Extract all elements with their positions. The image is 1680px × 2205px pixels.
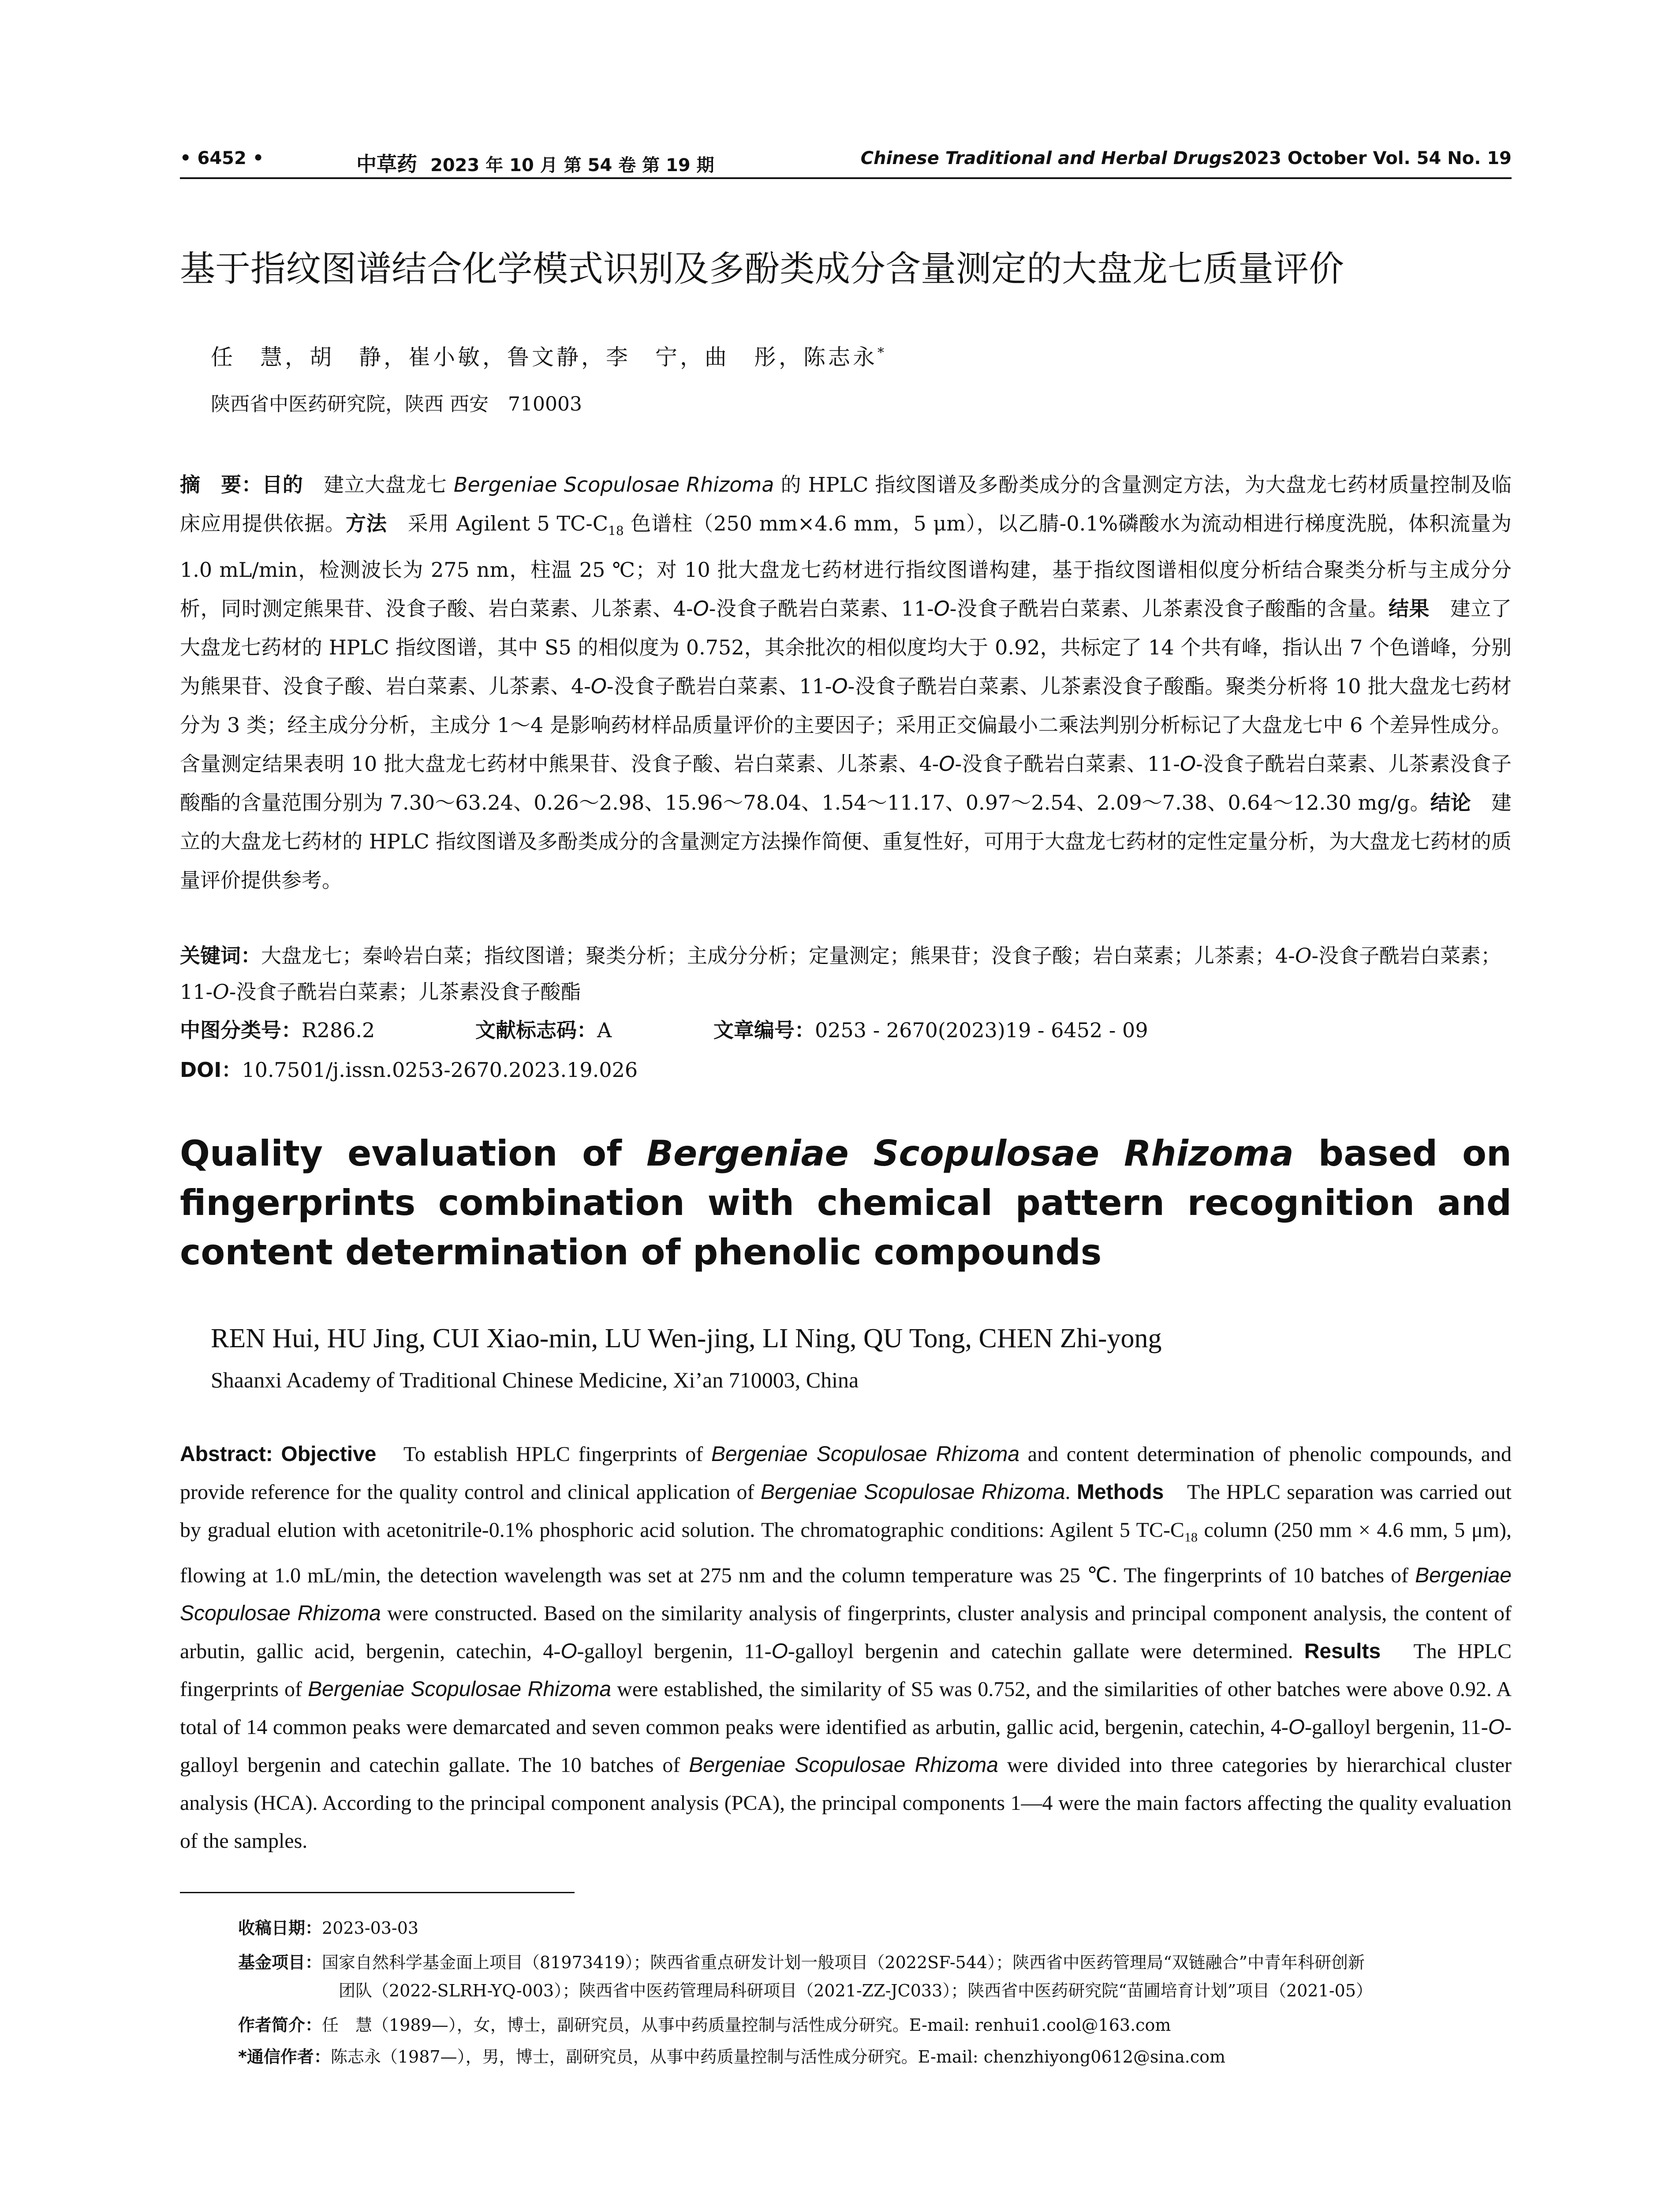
fund-label: 基金项目： <box>238 1953 322 1972</box>
results-en-text-3: -galloyl bergenin, 11- <box>1305 1715 1488 1739</box>
methods-cn-subscript: 18 <box>608 523 624 538</box>
author-bio-label: 作者简介： <box>238 2015 322 2035</box>
conclusion-cn-text: 建立的大盘龙七药材的 HPLC 指纹图谱及多酚类成分的含量测定方法操作简便、重复性好，可用于大盘龙七药材的定性定量分析，为大盘龙七药材的质量评价提供参考。 <box>180 791 1512 893</box>
italic-o: O <box>590 674 607 699</box>
title-en-part-1: Quality evaluation of <box>180 1133 646 1174</box>
corresponding-label: *通信作者： <box>238 2047 331 2067</box>
doi-value: 10.7501/j.issn.0253-2670.2023.19.026 <box>242 1058 638 1082</box>
issue-en: 2023 October Vol. 54 No. 19 <box>1232 148 1512 168</box>
journal-name-cn: 中草药 <box>356 152 417 176</box>
keywords-cn-text: 大盘龙七；秦岭岩白菜；指纹图谱；聚类分析；主成分分析；定量测定；熊果苷；没食子酸；岩白菜素；儿茶素；4- <box>261 944 1295 968</box>
methods-cn-text: 采用 Agilent 5 TC-C <box>387 512 609 535</box>
methods-cn-text-3: -没食子酰岩白菜素、11- <box>709 597 934 621</box>
authors-cn-names: 任 慧，胡 静，崔小敏，鲁文静，李 宁，曲 彤，陈志永 <box>211 344 877 370</box>
issue-cn: 2023 年 10 月 第 54 卷 第 19 期 <box>430 155 714 176</box>
doi-label: DOI： <box>180 1058 242 1082</box>
methods-en-text: The HPLC separation was carried out by gradual elution with acetonitrile-0.1% phosphoric acid solution. The chromatographic conditions: Agilent 5 TC-C <box>180 1480 1512 1542</box>
methods-cn-text-4: -没食子酰岩白菜素、儿茶素没食子酸酯的含量。 <box>949 597 1389 621</box>
title-en-part-2: based on fingerprints combination with chemical pattern recognition and content determination of phenolic compounds <box>180 1133 1512 1273</box>
italic-o: O <box>1488 1715 1505 1739</box>
conclusion-cn-label: 结论 <box>1430 791 1471 815</box>
clc-value: R286.2 <box>302 1018 375 1042</box>
received-label: 收稿日期： <box>238 1918 322 1938</box>
abstract-en <box>180 1435 1512 1860</box>
footnote-author <box>238 2011 1512 2039</box>
results-en-text-4: -galloyl bergenin and catechin gallate. The 10 batches of <box>180 1715 1512 1777</box>
keywords-cn-label: 关键词： <box>180 944 261 968</box>
abstract-cn-label: 摘 要： <box>180 473 262 497</box>
objective-en-text-2: and content determination of phenolic compounds, and provide reference for the quality control and clinical application of <box>180 1443 1512 1504</box>
methods-en-text-3: were constructed. Based on the similarity analysis of fingerprints, cluster analysis and principal component analysis, the content of arbutin, gallic acid, bergenin, catechin, 4- <box>180 1601 1512 1663</box>
latin-name: Bergeniae Scopulosae Rhizoma <box>180 1563 1512 1625</box>
results-en-text: The HPLC fingerprints of <box>180 1639 1512 1701</box>
clc-label: 中图分类号： <box>180 1018 302 1042</box>
methods-en-subscript: 18 <box>1184 1530 1198 1545</box>
fund-text-1: 国家自然科学基金面上项目（81973419）；陕西省重点研发计划一般项目（2022SF-544）；陕西省中医药管理局“双链融合”中青年科研创新 <box>322 1953 1365 1972</box>
page-number: • 6452 • <box>180 148 264 168</box>
title-en-latin: Bergeniae Scopulosae Rhizoma <box>646 1133 1294 1174</box>
received-date: 2023-03-03 <box>322 1918 419 1938</box>
article-number-label: 文章编号： <box>713 1018 815 1042</box>
objective-cn-text: 建立大盘龙七 <box>303 473 454 497</box>
abstract-cn <box>180 465 1512 900</box>
running-header <box>180 139 1512 175</box>
corresponding-mark: * <box>877 345 887 361</box>
affiliation-cn: 陕西省中医药研究院，陕西 西安 710003 <box>211 393 582 415</box>
italic-o: O <box>771 1639 788 1663</box>
authors-en: REN Hui, HU Jing, CUI Xiao-min, LU Wen-jing, LI Ning, QU Tong, CHEN Zhi-yong <box>211 1323 1162 1353</box>
results-cn-text-3: -没食子酰岩白菜素、儿茶素没食子酸酯。聚类分析将 10 批大盘龙七药材分为 3 类；经主成分分析，主成分 1～4 是影响药材样品质量评价的主要因子；采用正交偏最小二乘法判别分析标记了大盘龙七中 6 个差异性成分。含量测定结果表明 10 批大盘龙七药材中熊果苷、没食子酸、岩白菜素、儿茶素、4- <box>180 674 1512 776</box>
objective-en-text: To establish HPLC fingerprints of <box>376 1443 711 1466</box>
methods-en-text-2: column (250 mm × 4.6 mm, 5 μm), flowing at 1.0 mL/min, the detection wavelength was set at 275 nm and the column temperature was 25 ℃. The fingerprints of 10 batches of <box>180 1518 1512 1587</box>
italic-o: O <box>832 674 848 699</box>
abstract-en-label: Abstract: <box>180 1443 273 1466</box>
italic-o: O <box>1295 944 1312 968</box>
results-en-text-5: were divided into three categories by hierarchical cluster analysis (HCA). According to the principal component analysis (PCA), the principal components 1—4 were the main factors affecting the quality evaluation of the samples. <box>180 1753 1512 1853</box>
results-cn-text-4: -没食子酰岩白菜素、11- <box>955 752 1180 776</box>
author-bio: 任 慧（1989—），女，博士，副研究员，从事中药质量控制与活性成分研究。E-mail: renhui1.cool@163.com <box>322 2015 1171 2035</box>
methods-cn-text-2: 色谱柱（250 mm×4.6 mm，5 μm），以乙腈-0.1%磷酸水为流动相进行梯度洗脱，体积流量为 1.0 mL/min，检测波长为 275 nm，柱温 25 ℃；对 10 批大盘龙七药材进行指纹图谱构建，基于指纹图谱相似度分析结合聚类分析与主成分分析，同时测定熊果苷、没食子酸、岩白菜素、儿茶素、4- <box>180 512 1512 621</box>
journal-issue-cn <box>356 148 714 177</box>
document-code-value: A <box>597 1018 612 1042</box>
objective-cn-text-2: 的 HPLC 指纹图谱及多酚类成分的含量测定方法，为大盘龙七药材质量控制及临床应用提供依据。 <box>180 473 1512 535</box>
italic-o: O <box>213 980 229 1004</box>
latin-name: Bergeniae Scopulosae Rhizoma <box>453 473 774 497</box>
objective-en-label: Objective <box>281 1443 377 1466</box>
journal-issue-en <box>861 148 1512 168</box>
latin-name: Bergeniae Scopulosae Rhizoma <box>760 1480 1065 1504</box>
document-code <box>475 1014 612 1043</box>
results-en-label: Results <box>1304 1639 1381 1663</box>
title-cn: 基于指纹图谱结合化学模式识别及多酚类成分含量测定的大盘龙七质量评价 <box>180 248 1344 289</box>
article-number <box>713 1014 1148 1043</box>
doi <box>180 1054 638 1083</box>
methods-en-text-5: -galloyl bergenin and catechin gallate were determined. <box>788 1639 1293 1663</box>
keywords-cn-text-3: -没食子酰岩白菜素；儿茶素没食子酸酯 <box>229 980 581 1004</box>
latin-name: Bergeniae Scopulosae Rhizoma <box>689 1753 998 1777</box>
italic-o: O <box>1180 752 1196 776</box>
methods-cn-label: 方法 <box>345 512 387 535</box>
italic-o: O <box>933 597 950 621</box>
methods-en-text-4: -galloyl bergenin, 11- <box>577 1639 772 1663</box>
keywords-cn-text-2: -没食子酰岩白菜素；11- <box>180 944 1501 1004</box>
document-code-label: 文献标志码： <box>475 1018 597 1042</box>
footnote-rule <box>180 1892 575 1893</box>
objective-cn-label: 目的 <box>262 473 303 497</box>
fund-text-2: 团队（2022-SLRH-YQ-003）；陕西省中医药管理局科研项目（2021-ZZ-JC033）；陕西省中医药研究院“苗圃培育计划”项目（2021-05） <box>339 1981 1373 2000</box>
italic-o: O <box>1288 1715 1305 1739</box>
italic-o: O <box>560 1639 577 1663</box>
authors-cn <box>211 340 887 371</box>
header-rule <box>180 177 1512 179</box>
italic-o: O <box>693 597 709 621</box>
results-en-text-2: were established, the similarity of S5 was 0.752, and the similarities of other batches were above 0.92. A total of 14 common peaks were demarcated and seven common peaks were identified as arbutin, gallic acid, bergenin, catechin, 4- <box>180 1677 1512 1739</box>
results-cn-text: 建立了大盘龙七药材的 HPLC 指纹图谱，其中 S5 的相似度为 0.752，其余批次的相似度均大于 0.92，共标定了 14 个共有峰，指认出 7 个色谱峰，分别为熊果苷、没食子酸、岩白菜素、儿茶素、4- <box>180 597 1512 699</box>
results-cn-label: 结果 <box>1388 597 1430 621</box>
latin-name: Bergeniae Scopulosae Rhizoma <box>711 1443 1020 1466</box>
journal-name-en: Chinese Traditional and Herbal Drugs <box>860 148 1232 168</box>
results-cn-text-5: -没食子酰岩白菜素、儿茶素没食子酸酯的含量范围分别为 7.30～63.24、0.26～2.98、15.96～78.04、1.54～11.17、0.97～2.54、2.09～7.38、0.64～12.30 mg/g。 <box>180 752 1512 815</box>
footnote-received <box>238 1914 1512 1942</box>
methods-en-label: Methods <box>1076 1480 1164 1504</box>
objective-en-text-3: . <box>1065 1480 1071 1504</box>
italic-o: O <box>939 752 955 776</box>
latin-name: Bergeniae Scopulosae Rhizoma <box>308 1677 612 1701</box>
clc-number <box>180 1014 375 1043</box>
affiliation-en: Shaanxi Academy of Traditional Chinese Medicine, Xi’an 710003, China <box>211 1368 859 1392</box>
footnote-corresponding <box>238 2043 1512 2071</box>
results-cn-text-2: -没食子酰岩白菜素、11- <box>607 674 832 699</box>
footnote-fund <box>238 1948 1512 2005</box>
article-number-value: 0253 - 2670(2023)19 - 6452 - 09 <box>815 1018 1148 1042</box>
keywords-cn <box>180 938 1512 1010</box>
title-en <box>180 1129 1512 1277</box>
corresponding-bio: 陈志永（1987—），男，博士，副研究员，从事中药质量控制与活性成分研究。E-mail: chenzhiyong0612@sina.com <box>330 2047 1226 2067</box>
